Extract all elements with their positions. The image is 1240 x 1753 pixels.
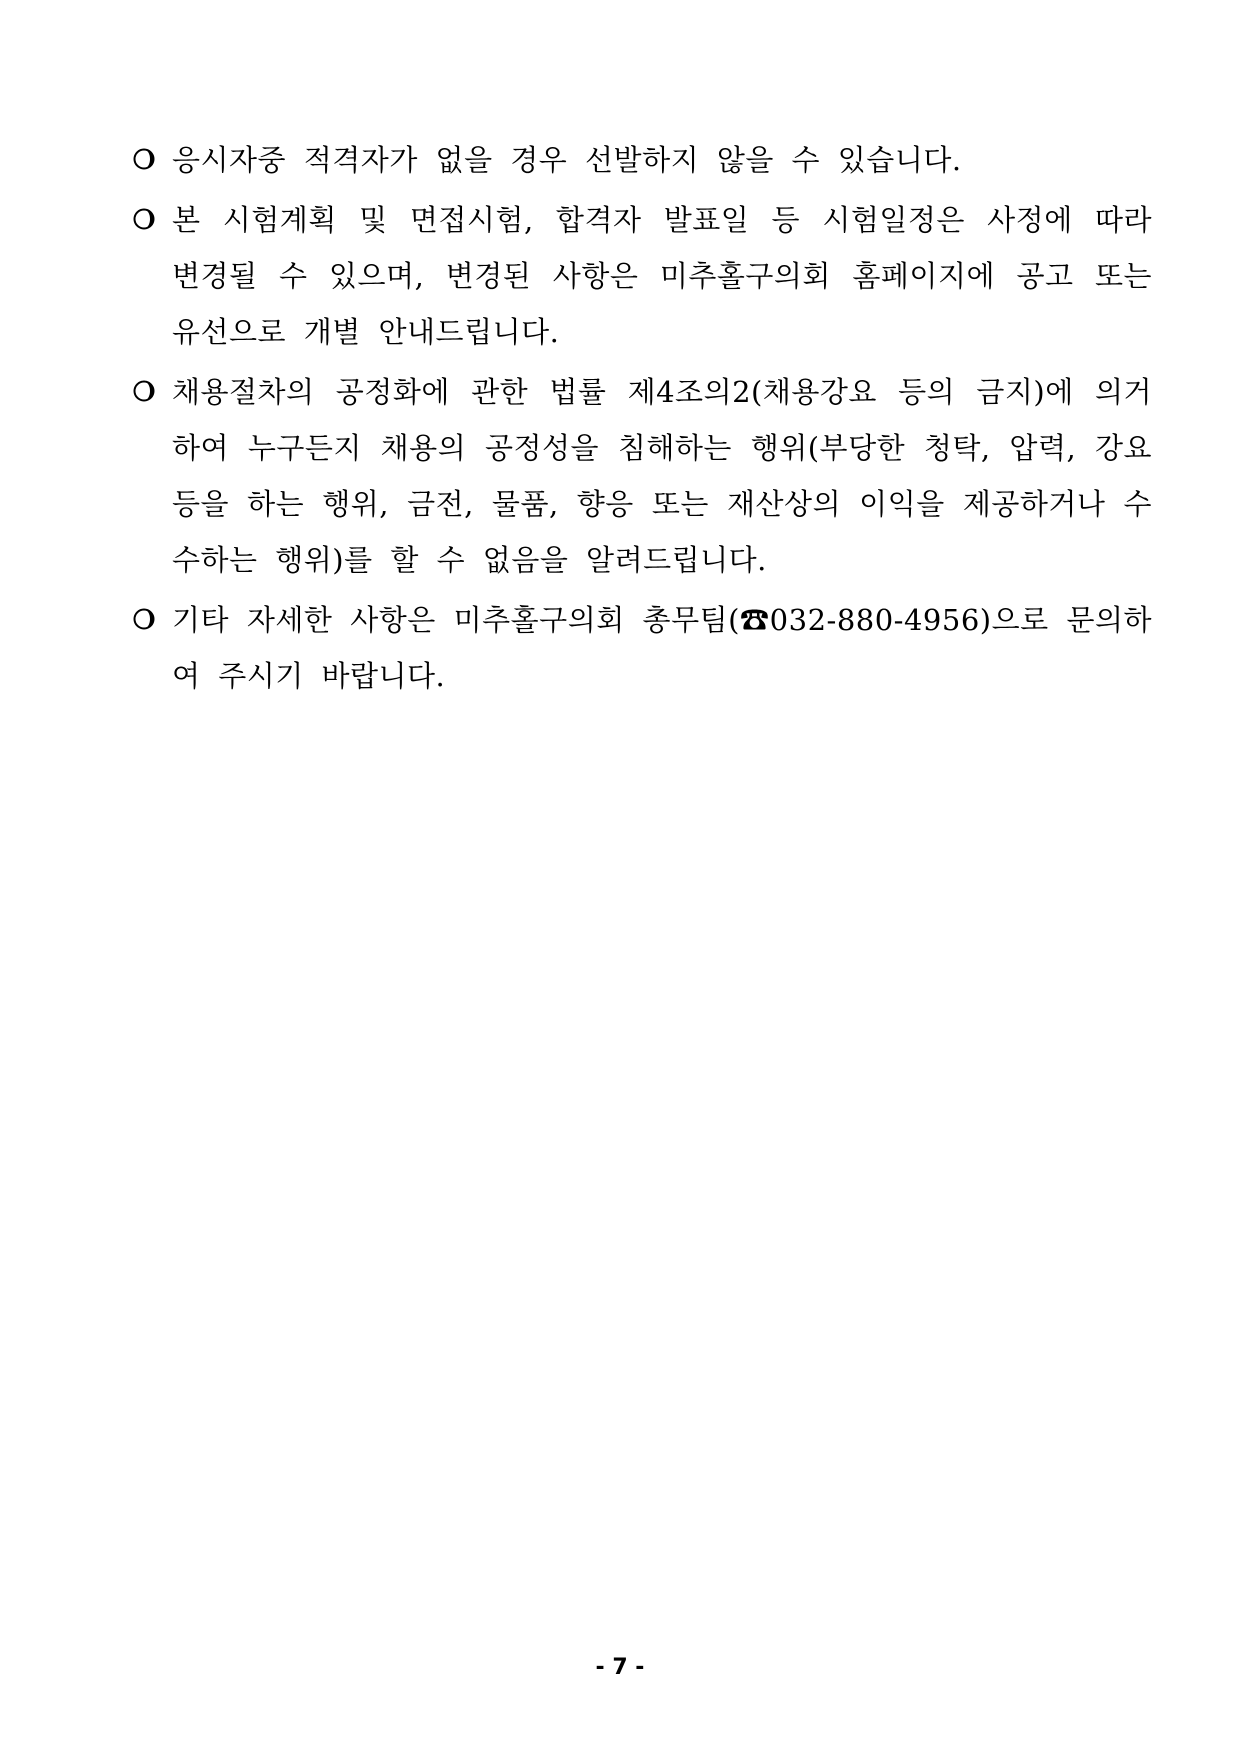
- notice-text: 본 시험계획 및 면접시험, 합격자 발표일 등 시험일정은 사정에 따라 변경될 수 있으며, 변경된 사항은 미추홀구의회 홈페이지에 공고 또는 유선으로 개별 안내드립니다.: [172, 203, 1152, 349]
- shadowed-circle-icon: [132, 364, 172, 418]
- document-body: [132, 132, 1152, 708]
- notice-item: [132, 364, 1152, 588]
- notice-text: 채용절차의 공정화에 관한 법률 제4조의2(채용강요 등의 금지)에 의거하여 누구든지 채용의 공정성을 침해하는 행위(부당한 청탁, 압력, 강요 등을 하는 행위, 금전, 물품, 향응 또는 재산상의 이익을 제공하거나 수수하는 행위)를 할 수 없음을 알려드립니다.: [172, 375, 1152, 577]
- notice-item: [132, 132, 1152, 188]
- shadowed-circle-icon: [132, 592, 172, 646]
- notice-text: 기타 자세한 사항은 미추홀구의회 총무팀(☎032-880-4956)으로 문의하여 주시기 바랍니다.: [172, 603, 1152, 693]
- shadowed-circle-icon: [132, 192, 172, 246]
- notice-item: [132, 192, 1152, 360]
- notice-text: 응시자중 적격자가 없을 경우 선발하지 않을 수 있습니다.: [172, 143, 962, 177]
- notice-item: [132, 592, 1152, 704]
- page-number: - 7 -: [595, 1655, 645, 1680]
- shadowed-circle-icon: [132, 132, 172, 186]
